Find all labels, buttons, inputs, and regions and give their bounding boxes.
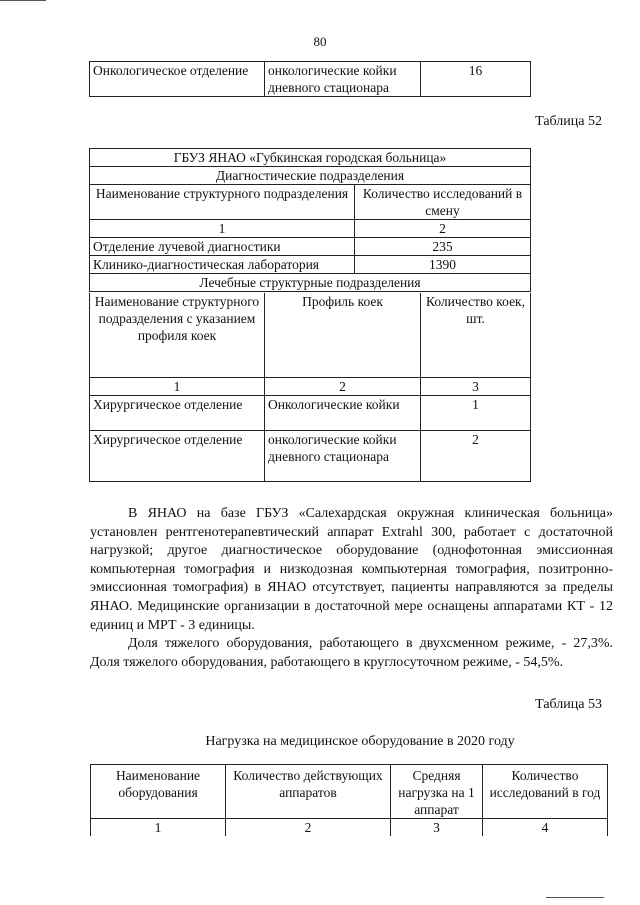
table-caption: Таблица 52 [535, 114, 602, 129]
column-number: 2 [265, 378, 421, 396]
column-number: 1 [90, 378, 265, 396]
hospital-table [89, 148, 531, 292]
treat-section-title: Лечебные структурные подразделения [90, 274, 531, 292]
column-header: Наименование структурного подразделения [90, 185, 355, 220]
table-row [90, 238, 531, 256]
table-cell: онкологические койки дневного стационара [265, 431, 421, 482]
table-header-row [90, 293, 531, 378]
column-header: Наименование структурного подразделения с указанием профиля коек [90, 293, 265, 378]
column-number: 1 [90, 220, 355, 238]
page-number: 80 [313, 34, 327, 49]
paragraph: В ЯНАО на базе ГБУЗ «Салехардская окружная клиническая больница» установлен рентгенотерапевтический аппарат Extrahl 300, работает с достаточной нагрузкой; другое диагностическое оборудование (однофотонная эмиссионная компьютерная томография и низкодозная компьютерная томография, позитронно-эмиссионная томография) в ЯНАО отсутствует, пациенты направляются за пределы ЯНАО. Медицинские организации в достаточной мере оснащены аппаратами КТ - 12 единиц и МРТ - 3 единицы. [90, 506, 613, 633]
treatment-table [89, 293, 531, 482]
table-cell: 2 [421, 431, 531, 482]
column-header: Количество исследований в год [483, 765, 608, 819]
table-caption: Таблица 53 [535, 697, 602, 712]
table-cell: 16 [421, 62, 531, 97]
column-header: Количество исследований в смену [355, 185, 531, 220]
table-title: Нагрузка на медицинское оборудование в 2020 году [205, 734, 515, 749]
table-title-row [90, 149, 531, 167]
table-cell: Отделение лучевой диагностики [90, 238, 355, 256]
body-text [90, 505, 613, 672]
table-cell: 1390 [355, 256, 531, 274]
table-header-row [90, 185, 531, 220]
scan-artifact [0, 0, 46, 1]
column-number: 4 [483, 819, 608, 837]
column-number: 1 [91, 819, 226, 837]
continued-table [89, 61, 531, 97]
table-cell: Хирургическое отделение [90, 431, 265, 482]
column-number: 3 [391, 819, 483, 837]
column-header: Наименование оборудования [91, 765, 226, 819]
table-cell: онкологические койки дневного стационара [265, 62, 421, 97]
column-number-row [90, 220, 531, 238]
column-header: Количество коек, шт. [421, 293, 531, 378]
column-number: 3 [421, 378, 531, 396]
table-row [90, 396, 531, 431]
table-cell: Онкологическое отделение [90, 62, 265, 97]
table-cell: 1 [421, 396, 531, 431]
table-cell: Онкологические койки [265, 396, 421, 431]
column-header: Количество действующих аппаратов [226, 765, 391, 819]
table-row [90, 431, 531, 482]
section-row [90, 274, 531, 292]
table-cell: Хирургическое отделение [90, 396, 265, 431]
equipment-load-table [90, 764, 608, 836]
table-row [90, 256, 531, 274]
table-cell: Клинико-диагностическая лаборатория [90, 256, 355, 274]
column-header: Профиль коек [265, 293, 421, 378]
table-row [90, 62, 531, 97]
column-header: Средняя нагрузка на 1 аппарат [391, 765, 483, 819]
column-number: 2 [355, 220, 531, 238]
section-row [90, 167, 531, 185]
hospital-title: ГБУЗ ЯНАО «Губкинская городская больница» [90, 149, 531, 167]
column-number-row [90, 378, 531, 396]
paragraph: Доля тяжелого оборудования, работающего в двухсменном режиме, - 27,3%. Доля тяжелого оборудования, работающего в круглосуточном режиме, - 54,5%. [90, 636, 613, 670]
diag-section-title: Диагностические подразделения [90, 167, 531, 185]
table-cell: 235 [355, 238, 531, 256]
column-number-row [91, 819, 608, 837]
scan-artifact [546, 897, 604, 898]
table-header-row [91, 765, 608, 819]
column-number: 2 [226, 819, 391, 837]
